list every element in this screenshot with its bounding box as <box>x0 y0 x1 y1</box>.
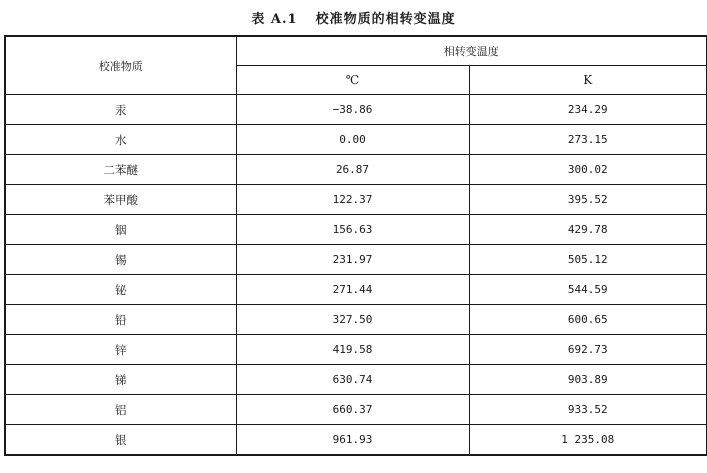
cell-celsius: 961.93 <box>236 425 469 456</box>
header-transition-temperature: 相转变温度 <box>236 36 707 66</box>
cell-celsius: 122.37 <box>236 185 469 215</box>
table-row <box>5 155 707 185</box>
table-row <box>5 95 707 125</box>
cell-kelvin: 544.59 <box>469 275 707 305</box>
table-row <box>5 275 707 305</box>
table-row <box>5 335 707 365</box>
cell-substance: 铋 <box>5 275 236 305</box>
cell-celsius: 0.00 <box>236 125 469 155</box>
table-row <box>5 425 707 456</box>
table-row <box>5 395 707 425</box>
cell-kelvin: 600.65 <box>469 305 707 335</box>
table-row <box>5 365 707 395</box>
cell-kelvin: 933.52 <box>469 395 707 425</box>
cell-kelvin: 234.29 <box>469 95 707 125</box>
cell-celsius: 231.97 <box>236 245 469 275</box>
header-unit-kelvin: K <box>469 66 707 95</box>
cell-substance: 汞 <box>5 95 236 125</box>
cell-substance: 苯甲酸 <box>5 185 236 215</box>
header-unit-celsius: ℃ <box>236 66 469 95</box>
table-row <box>5 245 707 275</box>
table-header <box>5 36 707 95</box>
cell-celsius: 26.87 <box>236 155 469 185</box>
table-number: 表 A.1 <box>251 12 298 27</box>
cell-kelvin: 903.89 <box>469 365 707 395</box>
calibration-table <box>4 35 707 456</box>
cell-substance: 二苯醚 <box>5 155 236 185</box>
cell-celsius: 630.74 <box>236 365 469 395</box>
table-title: 校准物质的相转变温度 <box>315 12 456 27</box>
table-row <box>5 305 707 335</box>
table-row <box>5 125 707 155</box>
header-substance: 校准物质 <box>5 36 236 95</box>
cell-kelvin: 395.52 <box>469 185 707 215</box>
cell-kelvin: 429.78 <box>469 215 707 245</box>
cell-substance: 锌 <box>5 335 236 365</box>
table-row <box>5 185 707 215</box>
cell-substance: 铟 <box>5 215 236 245</box>
cell-celsius: 419.58 <box>236 335 469 365</box>
cell-celsius: 156.63 <box>236 215 469 245</box>
cell-kelvin: 1 235.08 <box>469 425 707 456</box>
cell-kelvin: 505.12 <box>469 245 707 275</box>
cell-celsius: 660.37 <box>236 395 469 425</box>
table-caption <box>0 8 707 27</box>
cell-substance: 铝 <box>5 395 236 425</box>
cell-celsius: −38.86 <box>236 95 469 125</box>
cell-kelvin: 692.73 <box>469 335 707 365</box>
cell-celsius: 327.50 <box>236 305 469 335</box>
cell-substance: 锡 <box>5 245 236 275</box>
cell-kelvin: 273.15 <box>469 125 707 155</box>
cell-substance: 水 <box>5 125 236 155</box>
cell-substance: 铅 <box>5 305 236 335</box>
cell-substance: 银 <box>5 425 236 456</box>
cell-kelvin: 300.02 <box>469 155 707 185</box>
cell-substance: 锑 <box>5 365 236 395</box>
table-row <box>5 215 707 245</box>
table-body <box>5 95 707 456</box>
cell-celsius: 271.44 <box>236 275 469 305</box>
